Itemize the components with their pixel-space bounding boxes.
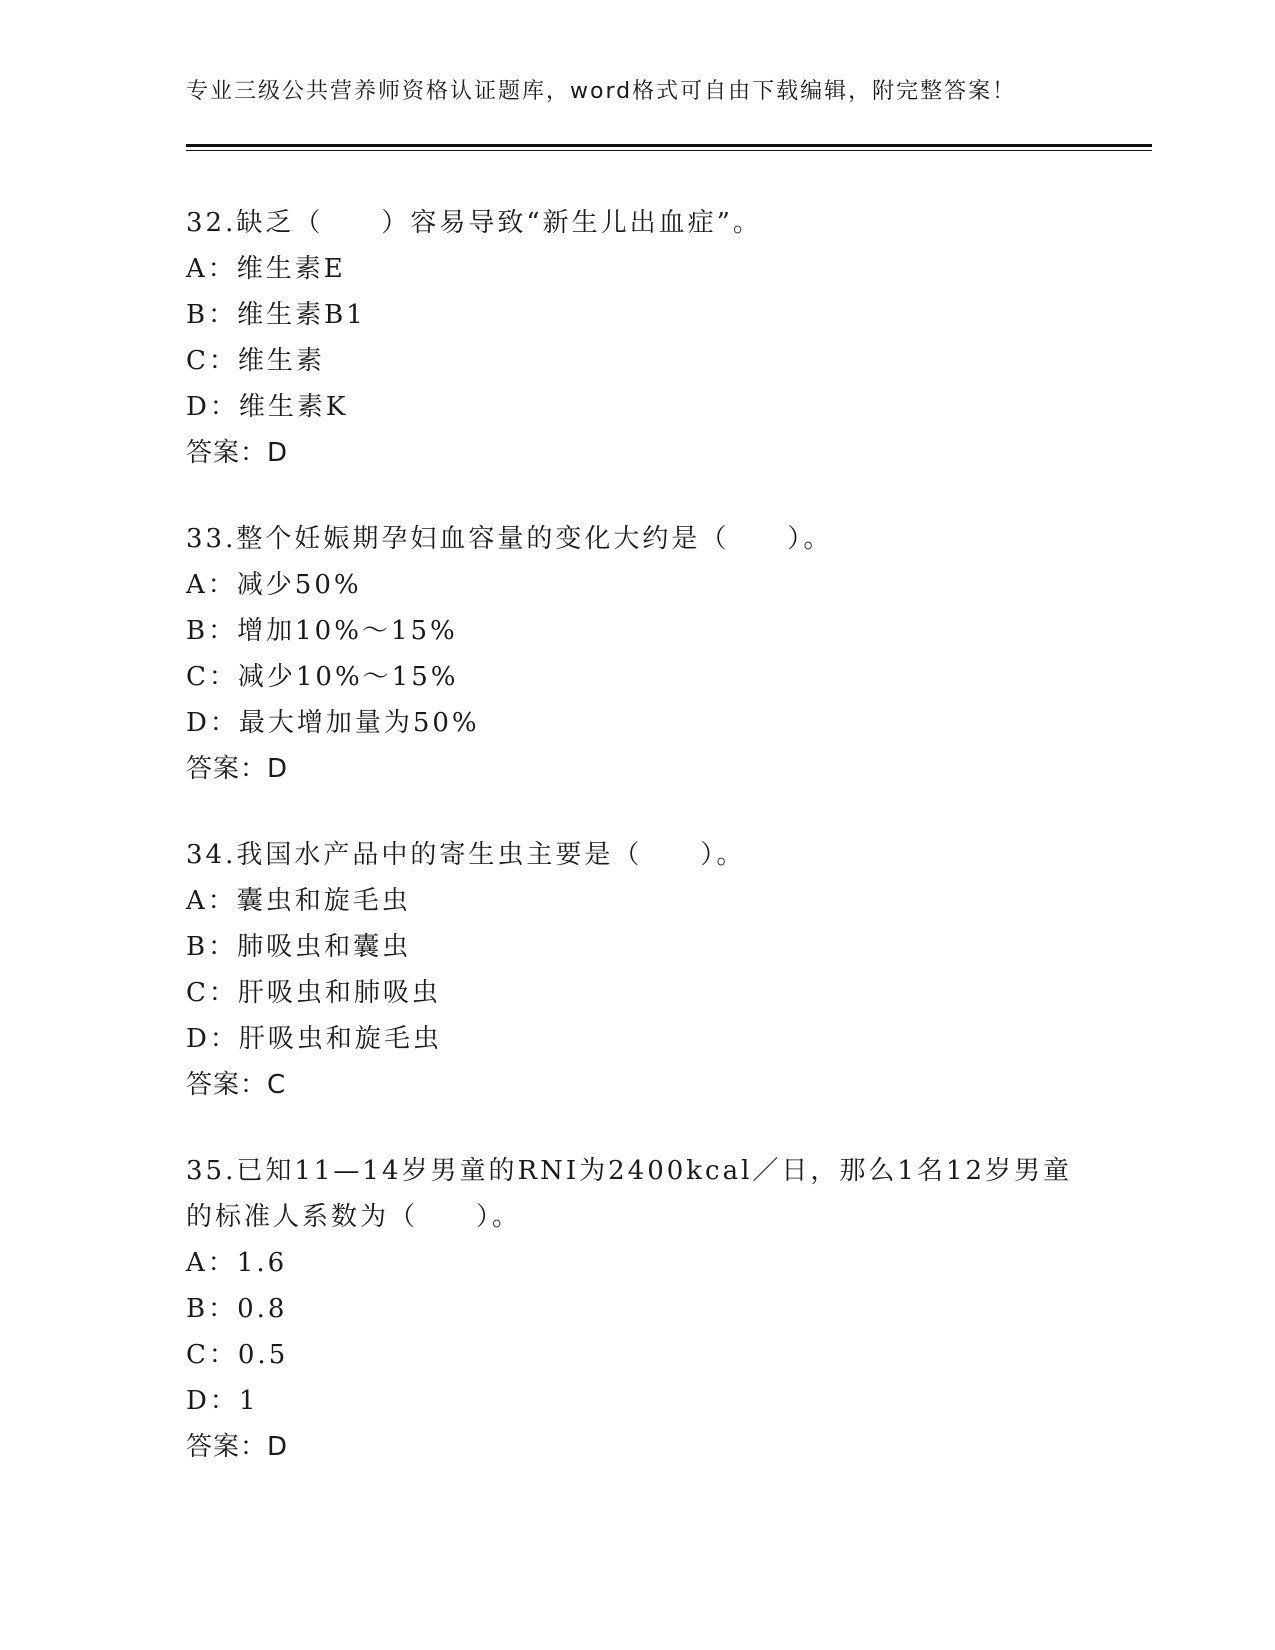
option-c: C：0.5 (186, 1340, 289, 1370)
question-stem: 35.已知11—14岁男童的RNI为2400kcal／日，那么1名12岁男童的标准人系数为（ ）。 (186, 1156, 1073, 1232)
option-b: B：维生素B1 (186, 300, 366, 330)
question-35 (186, 1148, 1086, 1470)
header-rule-thin (186, 150, 1152, 151)
option-a: A：维生素E (186, 254, 346, 284)
answer: 答案：D (186, 754, 289, 784)
answer: 答案：D (186, 1432, 289, 1462)
header-rule-thick (186, 144, 1152, 147)
option-d: D：维生素K (186, 392, 349, 422)
question-list (186, 200, 1086, 1510)
option-d: D：最大增加量为50% (186, 708, 480, 738)
option-a: A：囊虫和旋毛虫 (186, 886, 411, 916)
question-32 (186, 200, 1086, 476)
question-34 (186, 832, 1086, 1108)
option-a: A：减少50% (186, 570, 362, 600)
option-b: B：肺吸虫和囊虫 (186, 932, 412, 962)
question-stem: 33.整个妊娠期孕妇血容量的变化大约是（ ）。 (186, 524, 833, 554)
question-33 (186, 516, 1086, 792)
option-d: D：1 (186, 1386, 259, 1416)
option-a: A：1.6 (186, 1248, 288, 1278)
answer: 答案：C (186, 1070, 287, 1100)
option-b: B：0.8 (186, 1294, 288, 1324)
option-d: D：肝吸虫和旋毛虫 (186, 1024, 442, 1054)
question-stem: 34.我国水产品中的寄生虫主要是（ ）。 (186, 840, 746, 870)
question-stem: 32.缺乏（ ）容易导致“新生儿出血症”。 (186, 208, 762, 238)
answer: 答案：D (186, 438, 289, 468)
option-c: C：减少10%～15% (186, 662, 459, 692)
page-header: 专业三级公共营养师资格认证题库，word格式可自由下载编辑，附完整答案！ (186, 79, 1017, 104)
option-b: B：增加10%～15% (186, 616, 458, 646)
option-c: C：肝吸虫和肺吸虫 (186, 978, 441, 1008)
option-c: C：维生素 (186, 346, 325, 376)
